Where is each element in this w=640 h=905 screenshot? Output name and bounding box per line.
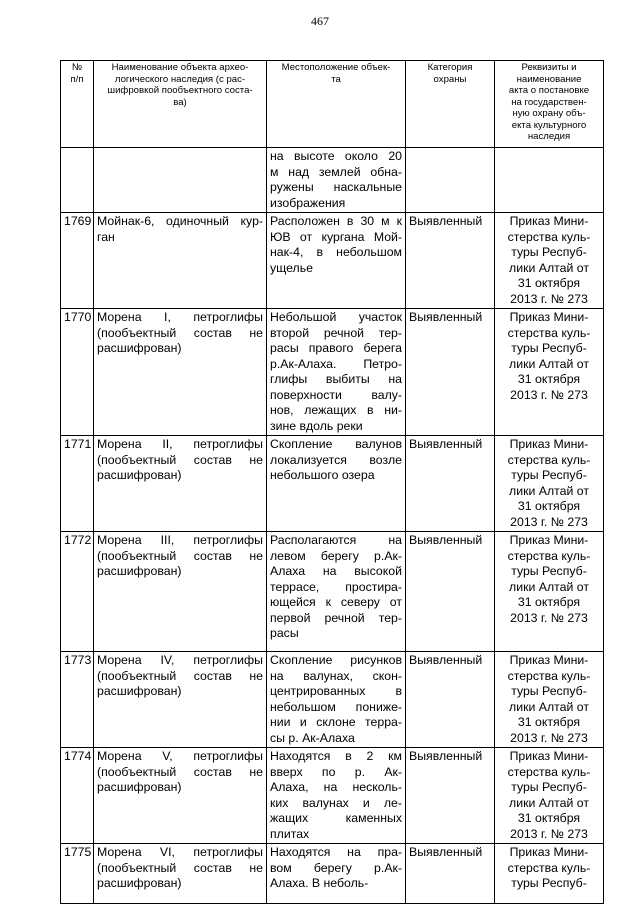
- page-number: 467: [311, 14, 329, 28]
- object-location-line: ЮВ от кургана Мой-: [270, 229, 402, 244]
- object-name-line: (пообъектный состав не: [97, 668, 263, 683]
- row-number: 1775: [61, 844, 94, 904]
- object-location: [267, 436, 406, 532]
- object-location-line: Скопление валунов: [270, 437, 402, 451]
- act-details: [495, 309, 604, 436]
- object-location-line: Небольшой участок: [270, 310, 402, 324]
- protection-category: Выявленный: [406, 213, 495, 309]
- act-details-line: стерства куль-: [507, 325, 591, 340]
- object-name-line: расшифрован): [97, 564, 182, 578]
- row-number: 1769: [61, 213, 94, 309]
- object-location-line: на валунах, скон-: [270, 668, 402, 683]
- protection-category: [406, 148, 495, 213]
- table-header: [61, 61, 604, 148]
- act-details-line: Приказ Мини-: [509, 310, 589, 324]
- act-details: [495, 213, 604, 309]
- act-details-line: 2013 г. № 273: [510, 514, 588, 529]
- object-name-line: расшифрован): [97, 780, 182, 794]
- header-line: Наименование объекта архео-: [111, 62, 249, 73]
- table-row: [61, 309, 604, 436]
- object-location-line: расы правого берега: [270, 341, 402, 355]
- header-line: та: [331, 73, 341, 85]
- object-location-line: террасе, простира-: [270, 579, 402, 594]
- object-name: [94, 532, 267, 652]
- object-location: [267, 844, 406, 904]
- act-details-line: туры Респуб-: [511, 468, 587, 482]
- object-name-line: (пообъектный состав не: [97, 325, 263, 340]
- table-row: [61, 652, 604, 748]
- act-details-line: 2013 г. № 273: [510, 387, 588, 402]
- act-details-line: 31 октября: [517, 499, 581, 513]
- act-details: [495, 148, 604, 213]
- act-details-line: 2013 г. № 273: [510, 826, 588, 841]
- object-location-line: небольшого озера: [270, 468, 375, 482]
- object-name-line: Морена III, петроглифы: [97, 533, 263, 547]
- row-number: 1774: [61, 748, 94, 844]
- object-name-line: расшифрован): [97, 684, 182, 698]
- act-details-line: 31 октября: [517, 372, 581, 386]
- header-line: логического наследия (с рас-: [114, 73, 246, 85]
- object-location-line: вверх по р. Ак-: [270, 764, 402, 779]
- act-details-line: туры Респуб-: [511, 780, 587, 794]
- header-location: [267, 61, 406, 148]
- act-details-line: 2013 г. № 273: [510, 610, 588, 625]
- header-line: п/п: [70, 73, 84, 85]
- object-name: [94, 652, 267, 748]
- object-name-line: Морена IV, петроглифы: [97, 653, 263, 667]
- act-details-line: Приказ Мини-: [509, 749, 589, 763]
- object-location-line: второй речной тер-: [270, 325, 402, 340]
- object-location-line: на высоте около 20: [270, 149, 402, 163]
- act-details-line: туры Респуб-: [511, 341, 587, 355]
- act-details-line: стерства куль-: [507, 452, 591, 467]
- act-details-line: 2013 г. № 273: [510, 291, 588, 306]
- object-name-line: (пообъектный состав не: [97, 860, 263, 875]
- object-location: [267, 213, 406, 309]
- object-name-line: Морена VI, петроглифы: [97, 845, 263, 859]
- header-line: Категория: [427, 62, 473, 73]
- header-line: №: [71, 62, 83, 73]
- header-line: наименование: [516, 73, 582, 85]
- protection-category: Выявленный: [406, 748, 495, 844]
- object-location-line: Алаха на высокой: [270, 564, 402, 578]
- header-protection-category: [406, 61, 495, 148]
- object-name-line: (пообъектный состав не: [97, 452, 263, 467]
- act-details-line: 2013 г. № 273: [510, 730, 588, 745]
- object-location-line: нак-4, в небольшом: [270, 245, 402, 259]
- object-location-line: Алаха, на несколь-: [270, 780, 402, 794]
- header-line: ную охрану объ-: [512, 108, 586, 119]
- object-name-line: расшифрован): [97, 468, 182, 482]
- object-name-line: Морена I, петроглифы: [97, 310, 263, 324]
- object-location-line: левом берегу р.Ак-: [270, 548, 402, 563]
- act-details-line: Приказ Мини-: [509, 845, 589, 859]
- object-location-line: плитах: [270, 826, 310, 841]
- object-location-line: первой речной тер-: [270, 610, 402, 625]
- protection-category: Выявленный: [406, 309, 495, 436]
- object-name: [94, 213, 267, 309]
- act-details: [495, 652, 604, 748]
- object-location-line: Расположен в 30 м к: [270, 214, 402, 228]
- object-location-line: локализуется возле: [270, 452, 402, 467]
- act-details-line: стерства куль-: [507, 229, 591, 244]
- table-row: [61, 748, 604, 844]
- object-location: [267, 309, 406, 436]
- object-name-line: Морена II, петроглифы: [97, 437, 263, 451]
- object-location-line: Располагаются на: [270, 533, 402, 547]
- act-details: [495, 532, 604, 652]
- header-line: ва): [173, 96, 187, 108]
- object-location-line: изображения: [270, 195, 346, 210]
- table-row: [61, 213, 604, 309]
- table-body: [61, 148, 604, 904]
- object-location: [267, 532, 406, 652]
- object-name-line: расшифрован): [97, 341, 182, 355]
- object-name: [94, 748, 267, 844]
- protection-category: Выявленный: [406, 844, 495, 904]
- act-details-line: 31 октября: [517, 715, 581, 729]
- act-details-line: лики Алтай от: [509, 483, 589, 498]
- object-name-line: расшифрован): [97, 876, 182, 890]
- object-location-line: жащих каменных: [270, 811, 402, 825]
- act-details-line: туры Респуб-: [511, 684, 587, 698]
- protection-category: Выявленный: [406, 652, 495, 748]
- act-details-line: стерства куль-: [507, 860, 591, 875]
- object-location-line: вом берегу р.Ак-: [270, 860, 402, 875]
- row-number: [61, 148, 94, 213]
- object-location-line: расы: [270, 626, 299, 640]
- object-location-line: ружены наскальные: [270, 180, 402, 194]
- header-line: екта культурного: [511, 119, 587, 131]
- act-details-line: Приказ Мини-: [509, 533, 589, 547]
- row-number: 1773: [61, 652, 94, 748]
- act-details-line: стерства куль-: [507, 548, 591, 563]
- object-location-line: р.Ак-Алаха. Петро-: [270, 356, 402, 371]
- act-details-line: Приказ Мини-: [509, 437, 589, 451]
- table-row: [61, 532, 604, 652]
- table-row: [61, 148, 604, 213]
- header-act-details: [495, 61, 604, 148]
- act-details-line: стерства куль-: [507, 668, 591, 683]
- object-name-line: Морена V, петроглифы: [97, 749, 263, 763]
- object-location-line: глифы выбиты на: [270, 372, 402, 386]
- act-details-line: туры Респуб-: [511, 245, 587, 259]
- object-name-line: (пообъектный состав не: [97, 764, 263, 779]
- header-line: на государствен-: [511, 96, 587, 108]
- act-details: [495, 436, 604, 532]
- object-name: [94, 436, 267, 532]
- header-line: Местоположение объек-: [281, 62, 391, 73]
- object-location-line: Находятся на пра-: [270, 845, 402, 859]
- act-details-line: лики Алтай от: [509, 579, 589, 594]
- object-location-line: Находятся в 2 км: [270, 749, 402, 763]
- header-line: шифровкой пообъектного соста-: [107, 85, 253, 96]
- act-details-line: туры Респуб-: [511, 564, 587, 578]
- header-line: охраны: [433, 73, 467, 85]
- object-name: [94, 148, 267, 213]
- heritage-objects-table: [60, 60, 604, 904]
- object-location-line: Алаха. В неболь-: [270, 876, 369, 890]
- row-number: 1772: [61, 532, 94, 652]
- header-object-name: [94, 61, 267, 148]
- object-location-line: зине вдоль реки: [270, 418, 363, 433]
- object-location-line: ющейся к северу от: [270, 595, 402, 609]
- object-name-line: Мойнак-6, одиночный кур-: [97, 214, 263, 228]
- act-details-line: 31 октября: [517, 811, 581, 825]
- object-location-line: поверхности валу-: [270, 387, 402, 402]
- header-line: акта о постановке: [508, 85, 590, 96]
- protection-category: Выявленный: [406, 532, 495, 652]
- header-line: наследия: [527, 131, 571, 142]
- object-location-line: небольшом пониже-: [270, 699, 402, 714]
- act-details: [495, 748, 604, 844]
- object-name-line: (пообъектный состав не: [97, 548, 263, 563]
- act-details-line: Приказ Мини-: [509, 214, 589, 228]
- row-number: 1771: [61, 436, 94, 532]
- object-name: [94, 844, 267, 904]
- object-name-line: ган: [97, 229, 115, 244]
- act-details: [495, 844, 604, 904]
- object-location-line: сы р. Ак-Алаха: [270, 730, 355, 745]
- protection-category: Выявленный: [406, 436, 495, 532]
- act-details-line: Приказ Мини-: [509, 653, 589, 667]
- act-details-line: лики Алтай от: [509, 356, 589, 371]
- object-location-line: нии и склоне терра-: [270, 715, 402, 729]
- act-details-line: лики Алтай от: [509, 260, 589, 275]
- object-name: [94, 309, 267, 436]
- table-row: [61, 436, 604, 532]
- act-details-line: лики Алтай от: [509, 795, 589, 810]
- object-location-line: ущелье: [270, 260, 313, 275]
- act-details-line: стерства куль-: [507, 764, 591, 779]
- header-line: Реквизиты и: [521, 62, 577, 73]
- act-details-line: 31 октября: [517, 276, 581, 290]
- act-details-line: 31 октября: [517, 595, 581, 609]
- act-details-line: лики Алтай от: [509, 699, 589, 714]
- object-location-line: нов, лежащих в ни-: [270, 403, 402, 417]
- row-number: 1770: [61, 309, 94, 436]
- object-location: [267, 748, 406, 844]
- object-location-line: центрированных в: [270, 684, 402, 698]
- object-location: [267, 652, 406, 748]
- object-location: [267, 148, 406, 213]
- object-location-line: м над землей обна-: [270, 164, 402, 179]
- header-number: [61, 61, 94, 148]
- object-location-line: Скопление рисунков: [270, 653, 402, 667]
- act-details-line: туры Респуб-: [511, 876, 587, 890]
- object-location-line: ких валунах и ле-: [270, 795, 402, 810]
- table-row: [61, 844, 604, 904]
